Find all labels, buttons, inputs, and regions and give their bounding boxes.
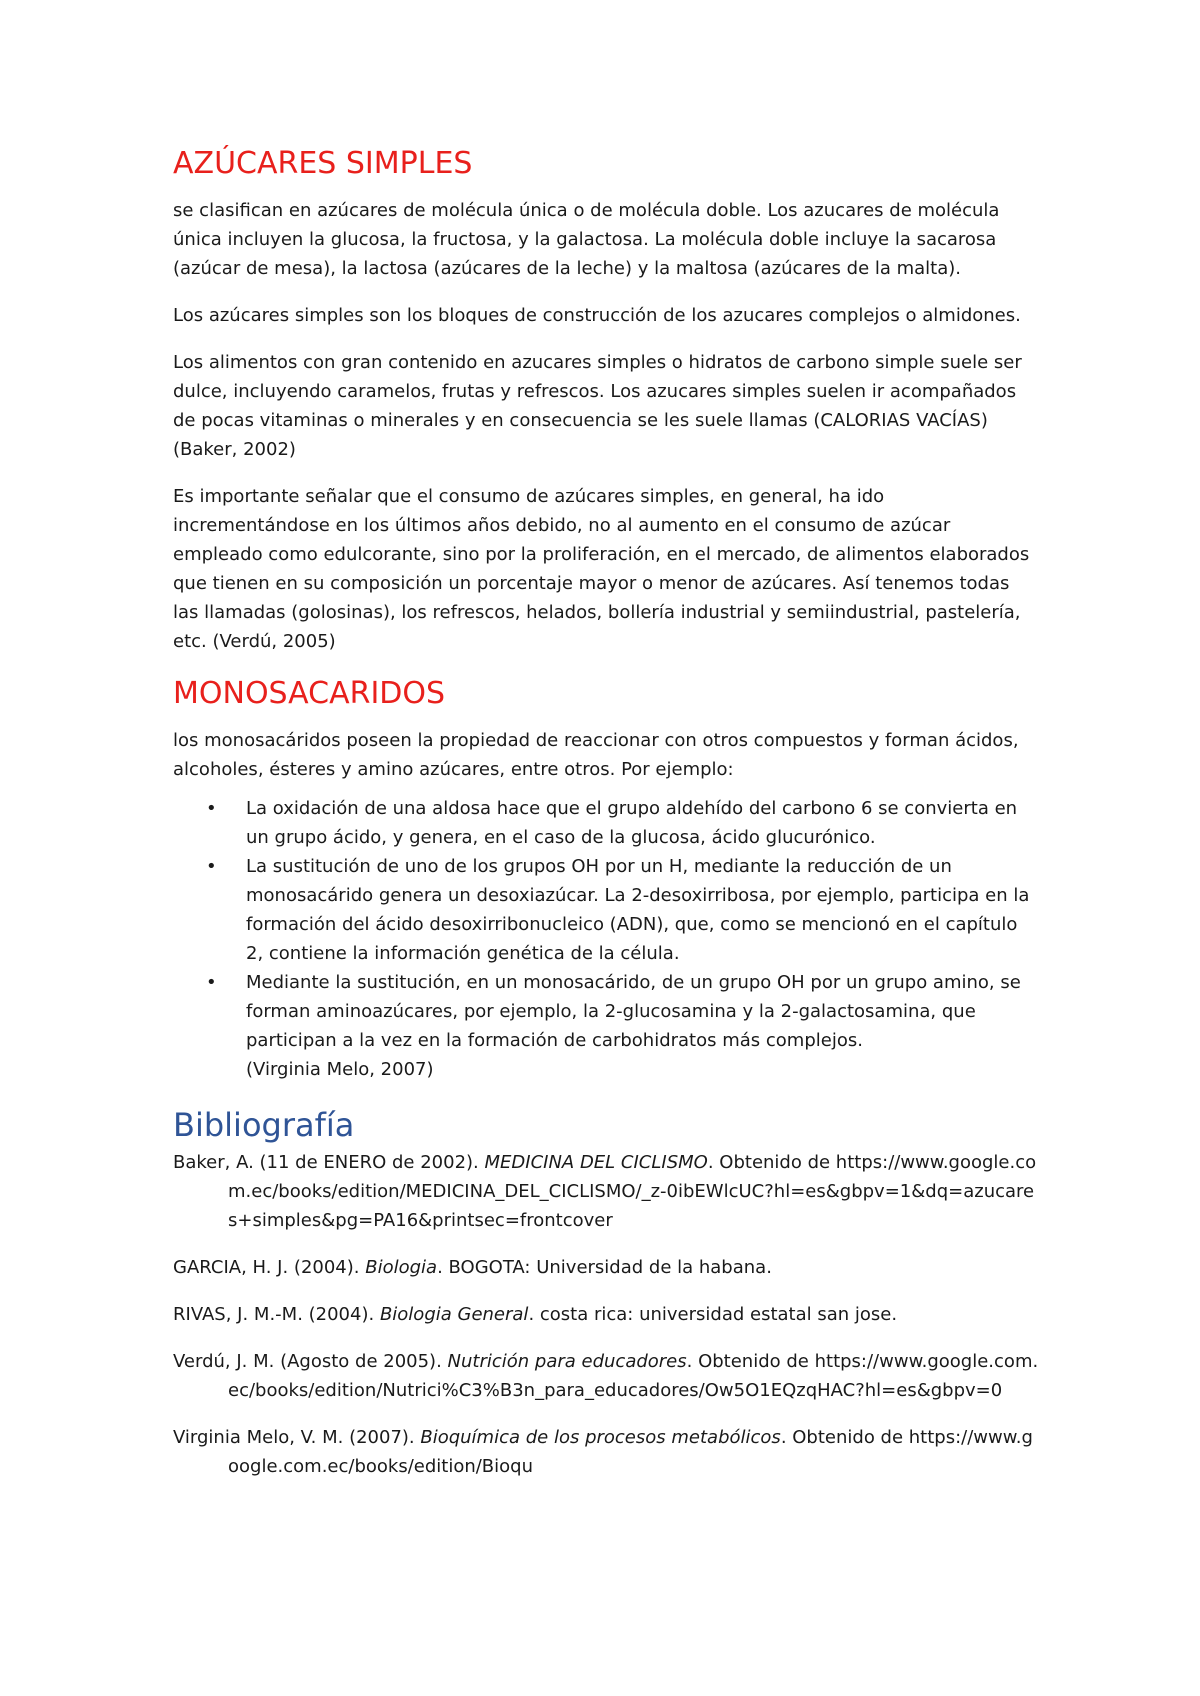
entry-source: . Obtenido de https://www.google.com.ec/books/edition/Nutrici%C3%B3n_para_educadores/Ow5O1EQzqHAC?hl=es&gbpv=0 <box>228 1351 1039 1402</box>
paragraph-intro: se clasifican en azúcares de molécula única o de molécula doble. Los azucares de molécula única incluyen la glucosa, la fructosa, y la galactosa. La molécula doble incluye la sacarosa (azúcar de mesa), la lactosa (azúcares de la leche) y la maltosa (azúcares de la malta). <box>173 200 1000 279</box>
entry-author: GARCIA, H. J. (2004). <box>173 1257 366 1279</box>
entry-title: Bioquímica de los procesos metabólicos <box>420 1427 781 1449</box>
entry-source: . BOGOTA: Universidad de la habana. <box>437 1257 772 1279</box>
entry-author: RIVAS, J. M.-M. (2004). <box>173 1304 380 1326</box>
bullet-icon: • <box>206 798 217 819</box>
list-item <box>173 852 1040 968</box>
list-item-text: La sustitución de uno de los grupos OH por un H, mediante la reducción de un monosacárido genera un desoxiazúcar. La 2-desoxirribosa, por ejemplo, participa en la formación del ácido desoxirribonucleico (ADN), que, como se mencionó en el capítulo 2, contiene la información genética de la célula. <box>246 856 1030 964</box>
paragraph-alimentos: Los alimentos con gran contenido en azucares simples o hidratos de carbono simple suele ser dulce, incluyendo caramelos, frutas y refrescos. Los azucares simples suelen ir acompañados de pocas vitaminas o minerales y en consecuencia se les suele llamas (CALORIAS VACÍAS) (Baker, 2002) <box>173 352 1022 460</box>
bibliography-entry <box>173 1423 1040 1481</box>
list-item <box>173 968 1040 1055</box>
bullet-icon: • <box>206 972 217 993</box>
bibliography-entry <box>173 1253 1040 1282</box>
bibliography-entry <box>173 1347 1040 1405</box>
bullet-icon: • <box>206 856 217 877</box>
entry-source: . Obtenido de https://www.google.com.ec/books/edition/Bioqu <box>228 1427 1033 1478</box>
entry-source: . costa rica: universidad estatal san jose. <box>528 1304 898 1326</box>
citation-melo: (Virginia Melo, 2007) <box>246 1059 434 1080</box>
list-item-text: Mediante la sustitución, en un monosacárido, de un grupo OH por un grupo amino, se forman aminoazúcares, por ejemplo, la 2-glucosamina y la 2-galactosamina, que participan a la vez en la formación de carbohidratos más complejos. <box>246 972 1021 1051</box>
list-item-text: La oxidación de una aldosa hace que el grupo aldehído del carbono 6 se convierta en un grupo ácido, y genera, en el caso de la glucosa, ácido glucurónico. <box>246 798 1018 848</box>
entry-author: Virginia Melo, V. M. (2007). <box>173 1427 421 1449</box>
entry-title: Nutrición para educadores <box>447 1351 687 1373</box>
entry-author: Baker, A. (11 de ENERO de 2002). <box>173 1152 485 1174</box>
heading-bibliografia: Bibliografía <box>173 1106 355 1144</box>
entry-title: Biologia General <box>379 1304 529 1326</box>
entry-title: MEDICINA DEL CICLISMO <box>484 1152 708 1174</box>
entry-source: . Obtenido de https://www.google.com.ec/books/edition/MEDICINA_DEL_CICLISMO/_z-0ibEWlcUC?hl=es&gbpv=1&dq=azucares+simples&pg=PA16&printsec=frontcover <box>228 1152 1037 1232</box>
bibliography-entry <box>173 1300 1040 1329</box>
heading-monosacaridos: MONOSACARIDOS <box>173 676 446 711</box>
heading-azucares-simples: AZÚCARES SIMPLES <box>173 146 473 181</box>
paragraph-consumo: Es importante señalar que el consumo de azúcares simples, en general, ha ido incrementándose en los últimos años debido, no al aumento en el consumo de azúcar empleado como edulcorante, sino por la proliferación, en el mercado, de alimentos elaborados que tienen en su composición un porcentaje mayor o menor de azúcares. Así tenemos todas las llamadas (golosinas), los refrescos, helados, bollería industrial y semiindustrial, pastelería, etc. (Verdú, 2005) <box>173 486 1030 652</box>
bibliography-entry <box>173 1148 1040 1235</box>
entry-title: Biologia <box>365 1257 438 1279</box>
list-item <box>173 794 1040 852</box>
entry-author: Verdú, J. M. (Agosto de 2005). <box>173 1351 448 1373</box>
examples-list <box>173 794 1040 1055</box>
paragraph-monosacaridos-intro: los monosacáridos poseen la propiedad de reaccionar con otros compuestos y forman ácidos, alcoholes, ésteres y amino azúcares, entre otros. Por ejemplo: <box>173 730 1019 780</box>
paragraph-bloques: Los azúcares simples son los bloques de construcción de los azucares complejos o almidones. <box>173 305 1021 326</box>
